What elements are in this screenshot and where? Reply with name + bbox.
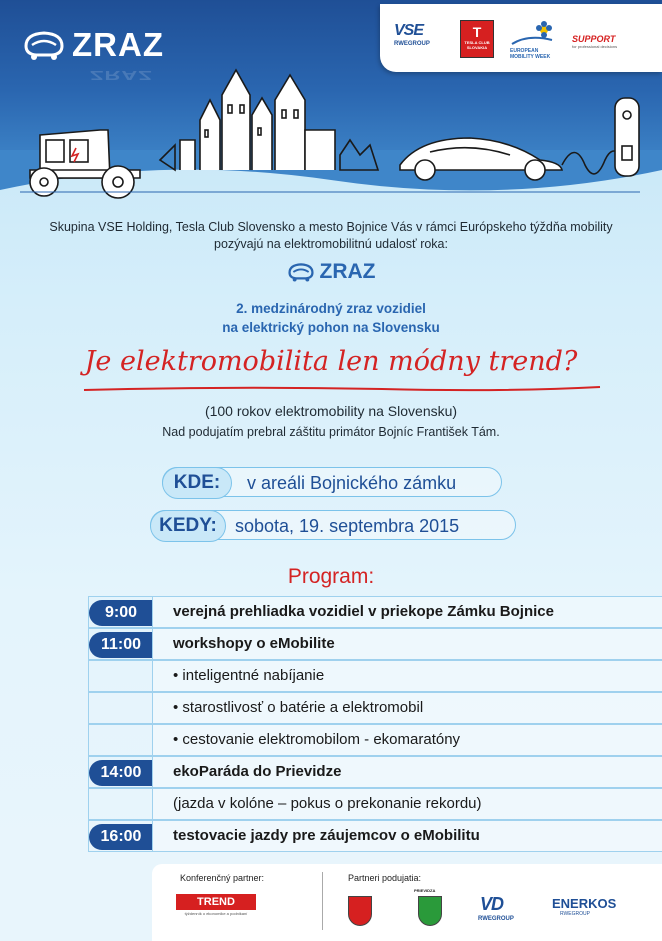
partners-footer [152, 864, 662, 941]
time-cell [88, 660, 152, 692]
program-row [0, 628, 662, 660]
event-patron: Nad podujatím prebral záštitu primátor Bojníc František Tám. [162, 425, 500, 439]
trend-tagline: týždenník o ekonomike a podnikaní [184, 911, 248, 916]
headline-underline [82, 384, 602, 394]
program-subitem: (jazda v kolóne – pokus o prekonanie rekordu) [152, 788, 662, 820]
conference-partner-label: Konferenčný partner: [180, 873, 265, 883]
bojnice-crest-icon [348, 896, 372, 926]
zraz-logo [22, 26, 164, 64]
time-cell [88, 596, 152, 628]
vse-logo: VSE RWEGROUP [394, 22, 430, 47]
event-subtitle [0, 299, 662, 337]
mobility-week-logo [508, 20, 560, 60]
when-value: sobota, 19. septembra 2015 [235, 516, 460, 536]
zraz-logo-small [0, 260, 662, 284]
logo-reflection: ZRAZ [90, 67, 153, 83]
support-logo: SUPPORT for professional decisions [572, 34, 618, 49]
subtitle-line-1: 2. medzinárodný zraz vozidiel [236, 301, 426, 316]
program-row [0, 724, 662, 756]
event-partners-label: Partneri podujatia: [348, 873, 422, 883]
time-badge: 14:00 [89, 760, 153, 786]
vd-sub: RWEGROUP [478, 916, 514, 922]
time-cell [88, 820, 152, 852]
svg-text:EUROPEAN: EUROPEAN [510, 48, 539, 54]
partners-divider [322, 872, 323, 930]
tesla-club-logo: T TESLA CLUB SLOVAKIA [460, 20, 494, 58]
trend-logo: TREND [176, 894, 256, 910]
event-headline: Je elektromobilita len módny trend? [84, 346, 578, 377]
intro-line-2: pozývajú na elektromobilitnú udalosť roka: [214, 237, 448, 251]
program-row [0, 660, 662, 692]
svg-text:MOBILITY WEEK: MOBILITY WEEK [510, 54, 551, 60]
where-pill [162, 467, 502, 497]
time-cell [88, 692, 152, 724]
program-row [0, 820, 662, 852]
time-cell [88, 628, 152, 660]
program-item: workshopy o eMobilite [152, 628, 662, 660]
enerkos-sub: RWEGROUP [560, 911, 590, 917]
prievidza-crest-icon [418, 896, 442, 926]
program-subitem: • starostlivosť o batérie a elektromobil [152, 692, 662, 724]
vd-logo: VD [480, 894, 504, 914]
program-subitem: • cestovanie elektromobilom - ekomaratóny [152, 724, 662, 756]
skyline-illustration [0, 60, 662, 200]
car-plug-icon [287, 261, 315, 283]
when-label: KEDY: [150, 510, 226, 542]
program-row [0, 596, 662, 628]
program-title: Program: [287, 565, 375, 588]
prievidza-label: PRIEVIDZA [414, 888, 436, 893]
time-cell [88, 756, 152, 788]
logo-text: ZRAZ [319, 260, 376, 283]
program-item: verejná prehliadka vozidiel v priekope Zámku Bojnice [152, 596, 662, 628]
program-row [0, 788, 662, 820]
intro-line-1: Skupina VSE Holding, Tesla Club Slovensko a mesto Bojnice Vás v rámci Európskeho týždňa mobility [49, 220, 613, 234]
time-cell [88, 788, 152, 820]
time-badge: 9:00 [89, 600, 153, 626]
program-subitem: • inteligentné nabíjanie [152, 660, 662, 692]
time-badge: 16:00 [89, 824, 153, 850]
car-plug-icon [22, 28, 66, 62]
event-subnote: (100 rokov elektromobility na Slovensku) [204, 403, 458, 419]
program-item: testovacie jazdy pre záujemcov o eMobilitu [152, 820, 662, 852]
when-pill [150, 510, 516, 540]
subtitle-line-2: na elektrický pohon na Slovensku [222, 320, 440, 335]
program-item: ekoParáda do Prievidze [152, 756, 662, 788]
flower-icon [508, 20, 560, 60]
intro-text [0, 219, 662, 253]
where-value: v areáli Bojnického zámku [247, 473, 457, 493]
logo-text: ZRAZ [72, 26, 164, 63]
program-row [0, 756, 662, 788]
program-row [0, 692, 662, 724]
where-label: KDE: [162, 467, 232, 499]
time-badge: 11:00 [89, 632, 153, 658]
time-cell [88, 724, 152, 756]
enerkos-logo: ENERKOS [552, 896, 617, 911]
